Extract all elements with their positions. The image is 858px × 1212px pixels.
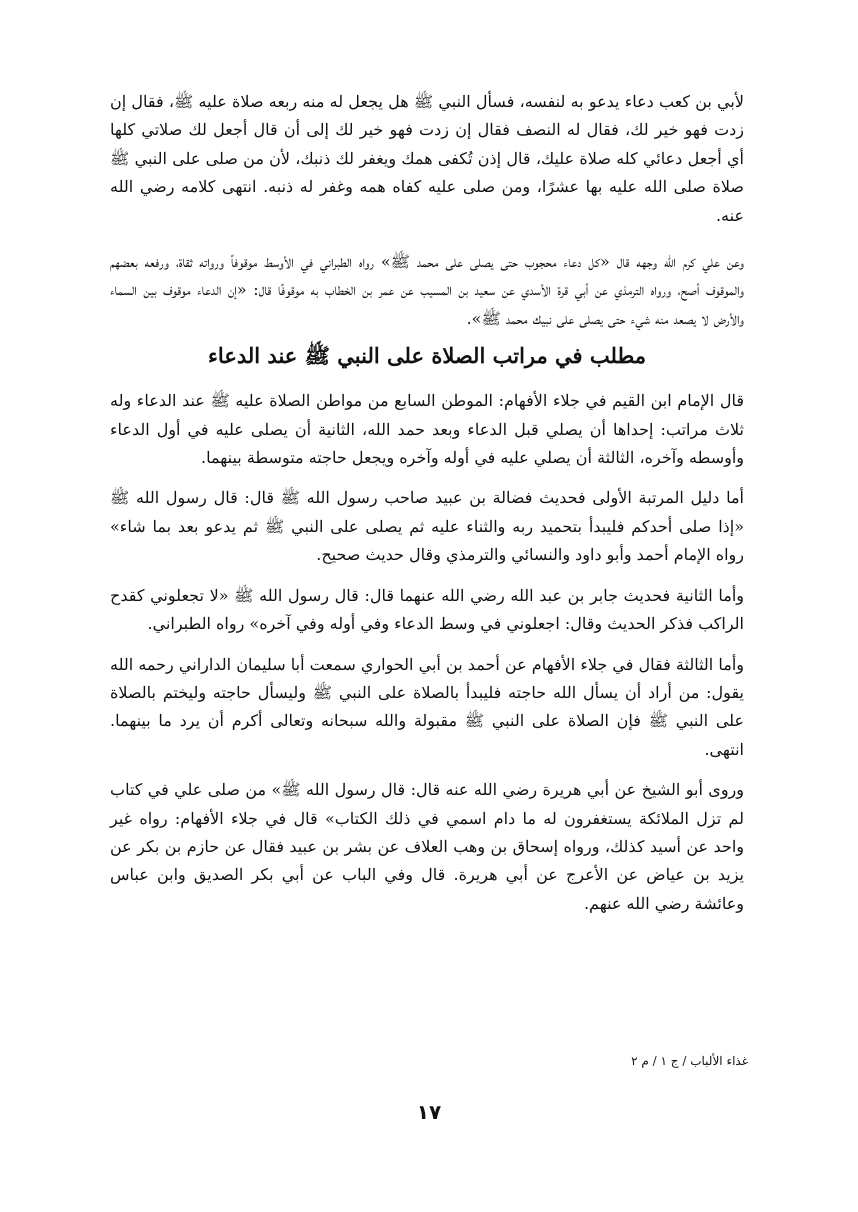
- paragraph-separator: [110, 236, 744, 248]
- paragraph-separator: [110, 570, 744, 582]
- paragraph-separator: [110, 764, 744, 776]
- paragraph-7: وروى أبو الشيخ عن أبي هريرة رضي الله عنه قال: قال رسول الله ﷺ» من صلى علي في كتاب لم تزل الملائكة يستغفرون له ما دام اسمي في ذلك الكتاب» قال في جلاء الأفهام: رواه غير واحد عن أسيد كذلك، ورواه إسحاق بن وهب العلاف عن بشر بن عبيد فقال عن حازم بن بكر عن يزيد بن عياض عن الأعرج عن أبي هريرة. قال وفي الباب عن أبي بكر الصديق وابن عباس وعائشة رضي الله عنهم.: [110, 780, 745, 913]
- paragraph-2: وعن علي كرم الله وجهه قال «كل دعاء محجوب حتى يصلى على محمد ﷺ» رواه الطبراني في الأوسط موقوفاً ورواته ثقاة، ورفعه بعضهم والموقوف أصح، ورواه الترمذي عن أبي قرة الأسدي عن سعيد بن المسيب عن عمر بن الخطاب به موقوفًا قال: «إن الدعاء موقوف بين السماء والأرض لا يصعد منه شيء حتى يصلى على نبيك محمد ﷺ».: [110, 252, 744, 328]
- paragraph-5: وأما الثانية فحديث جابر بن عبد الله رضي الله عنهما قال: قال رسول الله ﷺ «لا تجعلوني كقدح الراكب فذكر الحديث وقال: اجعلوني في وسط الدعاء وفي أوله وفي آخره» رواه الطبراني.: [110, 585, 744, 634]
- paragraph-separator: [110, 639, 744, 651]
- page-body: [110, 88, 744, 918]
- section-heading: مطلب في مراتب الصلاة على النبي ﷺ عند الدعاء: [208, 343, 646, 369]
- paragraph-6: وأما الثالثة فقال في جلاء الأفهام عن أحمد بن أبي الحواري سمعت أبا سليمان الداراني رحمه الله يقول: من أراد أن يسأل الله حاجته فليبدأ بالصلاة على النبي ﷺ وليسأل حاجته وليختم بالصلاة على النبي ﷺ فإن الصلاة على النبي ﷺ مقبولة والله سبحانه وتعالى أكرم أن يرد ما بينهما. انتهى.: [110, 654, 744, 759]
- paragraph-separator: [110, 472, 744, 484]
- book-footnote: غذاء الألباب / ج ١ / م ٢: [631, 1054, 748, 1068]
- paragraph-3: قال الإمام ابن القيم في جلاء الأفهام: الموطن السابع من مواطن الصلاة عليه ﷺ عند الدعاء وله ثلاث مراتب: إحداها أن يصلي قبل الدعاء وبعد حمد الله، الثانية أن يصلى عليه في أول الدعاء وأوسطه وآخره، الثالثة أن يصلي عليه في أوله وآخره ويجعل حاجته متوسطة بينهما.: [110, 391, 744, 468]
- page-number: ١٧: [416, 1100, 442, 1124]
- paragraph-1: لأبي بن كعب دعاء يدعو به لنفسه، فسأل النبي ﷺ هل يجعل له منه ربعه صلاة عليه ﷺ، فقال إن زدت فهو خير لك، فقال له النصف فقال إن زدت فهو خير لك إلى أن قال أجعل لك صلاتي كلها أي أجعل دعائي كله صلاة عليك، قال إذن تُكفى همك ويغفر لك ذنبك، لأن من صلى على النبي ﷺ صلاة صلى الله عليه بها عشرًا، ومن صلى عليه كفاه همه وغفر له ذنبه. انتهى كلامه رضي الله عنه.: [110, 92, 744, 225]
- paragraph-4: أما دليل المرتبة الأولى فحديث فضالة بن عبيد صاحب رسول الله ﷺ قال: قال رسول الله ﷺ «إذا صلى أحدكم فليبدأ بتحميد ربه والثناء عليه ثم يصلى على النبي ﷺ ثم يدعو بعد بما شاء» رواه الإمام أحمد وأبو داود والنسائي والترمذي وقال حديث صحيح.: [110, 488, 745, 565]
